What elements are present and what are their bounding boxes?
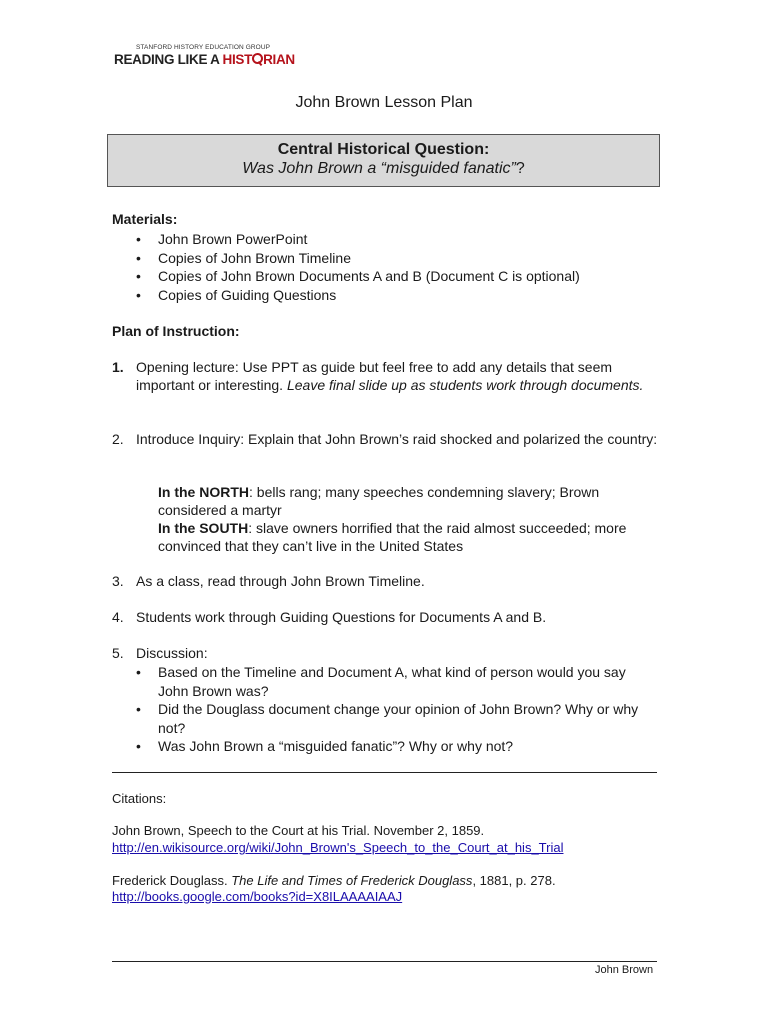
list-item: • Copies of John Brown Timeline <box>158 249 658 268</box>
step-1 <box>112 358 660 394</box>
logo-red-part-a: HIST <box>222 52 253 67</box>
north-reaction <box>158 483 658 519</box>
south-reaction <box>158 519 658 555</box>
step-4 <box>112 608 660 626</box>
step-text: As a class, read through John Brown Timeline. <box>136 573 425 589</box>
step-3 <box>112 572 660 590</box>
step-italic-text: Leave final slide up as students work through documents. <box>286 377 644 393</box>
step-number: 3. <box>112 573 124 589</box>
central-question-box <box>107 134 660 187</box>
step-number: 4. <box>112 609 124 625</box>
logo-wordmark <box>114 52 295 67</box>
footer-label: John Brown <box>595 964 654 976</box>
central-question-label: Central Historical Question: <box>277 141 490 158</box>
sheg-logo <box>114 44 295 72</box>
logo-red-part-b: RIAN <box>263 52 295 67</box>
step-text: Discussion: <box>136 645 208 661</box>
citation-1-text: John Brown, Speech to the Court at his Trial. November 2, 1859. <box>112 823 485 838</box>
list-item: • John Brown PowerPoint <box>158 230 658 249</box>
citation-2-text <box>112 873 556 888</box>
list-item: • Did the Douglass document change your opinion of John Brown? Why or why not? <box>158 700 658 737</box>
plan-heading: Plan of Instruction: <box>112 323 240 339</box>
central-question-mark: ? <box>515 160 525 177</box>
step-number: 2. <box>112 431 124 447</box>
north-text: : bells rang; many speeches condemning slavery; Brown considered a martyr <box>158 484 600 518</box>
footer-divider <box>112 961 657 962</box>
step-text: Students work through Guiding Questions for Documents A and B. <box>136 609 547 625</box>
citation-2-title: The Life and Times of Frederick Douglass <box>231 873 473 888</box>
list-item: • Copies of John Brown Documents A and B (Document C is optional) <box>158 267 658 286</box>
central-question-main: Was John Brown a “misguided fanatic” <box>242 160 516 177</box>
step-5 <box>112 644 660 662</box>
south-label: In the SOUTH <box>158 520 249 536</box>
step-number: 1. <box>112 359 124 375</box>
step-number: 5. <box>112 645 124 661</box>
list-item: • Was John Brown a “misguided fanatic”? Why or why not? <box>158 737 658 756</box>
step-2 <box>112 430 660 448</box>
citation-2-author: Frederick Douglass. <box>112 873 232 888</box>
north-label: In the NORTH <box>158 484 249 500</box>
central-question-text <box>108 160 659 178</box>
citation-1-link[interactable]: http://en.wikisource.org/wiki/John_Brown's_Speech_to_the_Court_at_his_Trial <box>112 840 564 855</box>
page-title: John Brown Lesson Plan <box>295 94 473 111</box>
list-item: • Copies of Guiding Questions <box>158 286 658 305</box>
logo-prefix: READING LIKE A <box>114 52 223 67</box>
citations-heading: Citations: <box>112 791 167 806</box>
step-text: Opening lecture: Use PPT as guide but feel free to add any details that seem important or interesting. <box>136 359 613 393</box>
south-text: : slave owners horrified that the raid almost succeeded; more convinced that they can’t live in the United States <box>158 520 627 554</box>
magnifier-icon <box>252 53 263 65</box>
materials-list <box>158 230 658 304</box>
discussion-list <box>158 663 658 756</box>
logo-group-name: STANFORD HISTORY EDUCATION GROUP <box>136 44 271 51</box>
list-item: • Based on the Timeline and Document A, what kind of person would you say John Brown was? <box>158 663 658 700</box>
citation-2-rest: , 1881, p. 278. <box>472 873 556 888</box>
citation-2-link[interactable]: http://books.google.com/books?id=X8ILAAAAIAAJ <box>112 889 403 904</box>
section-divider <box>112 772 657 773</box>
materials-heading: Materials: <box>112 211 178 227</box>
step-text: Introduce Inquiry: Explain that John Brown’s raid shocked and polarized the country: <box>136 431 658 447</box>
